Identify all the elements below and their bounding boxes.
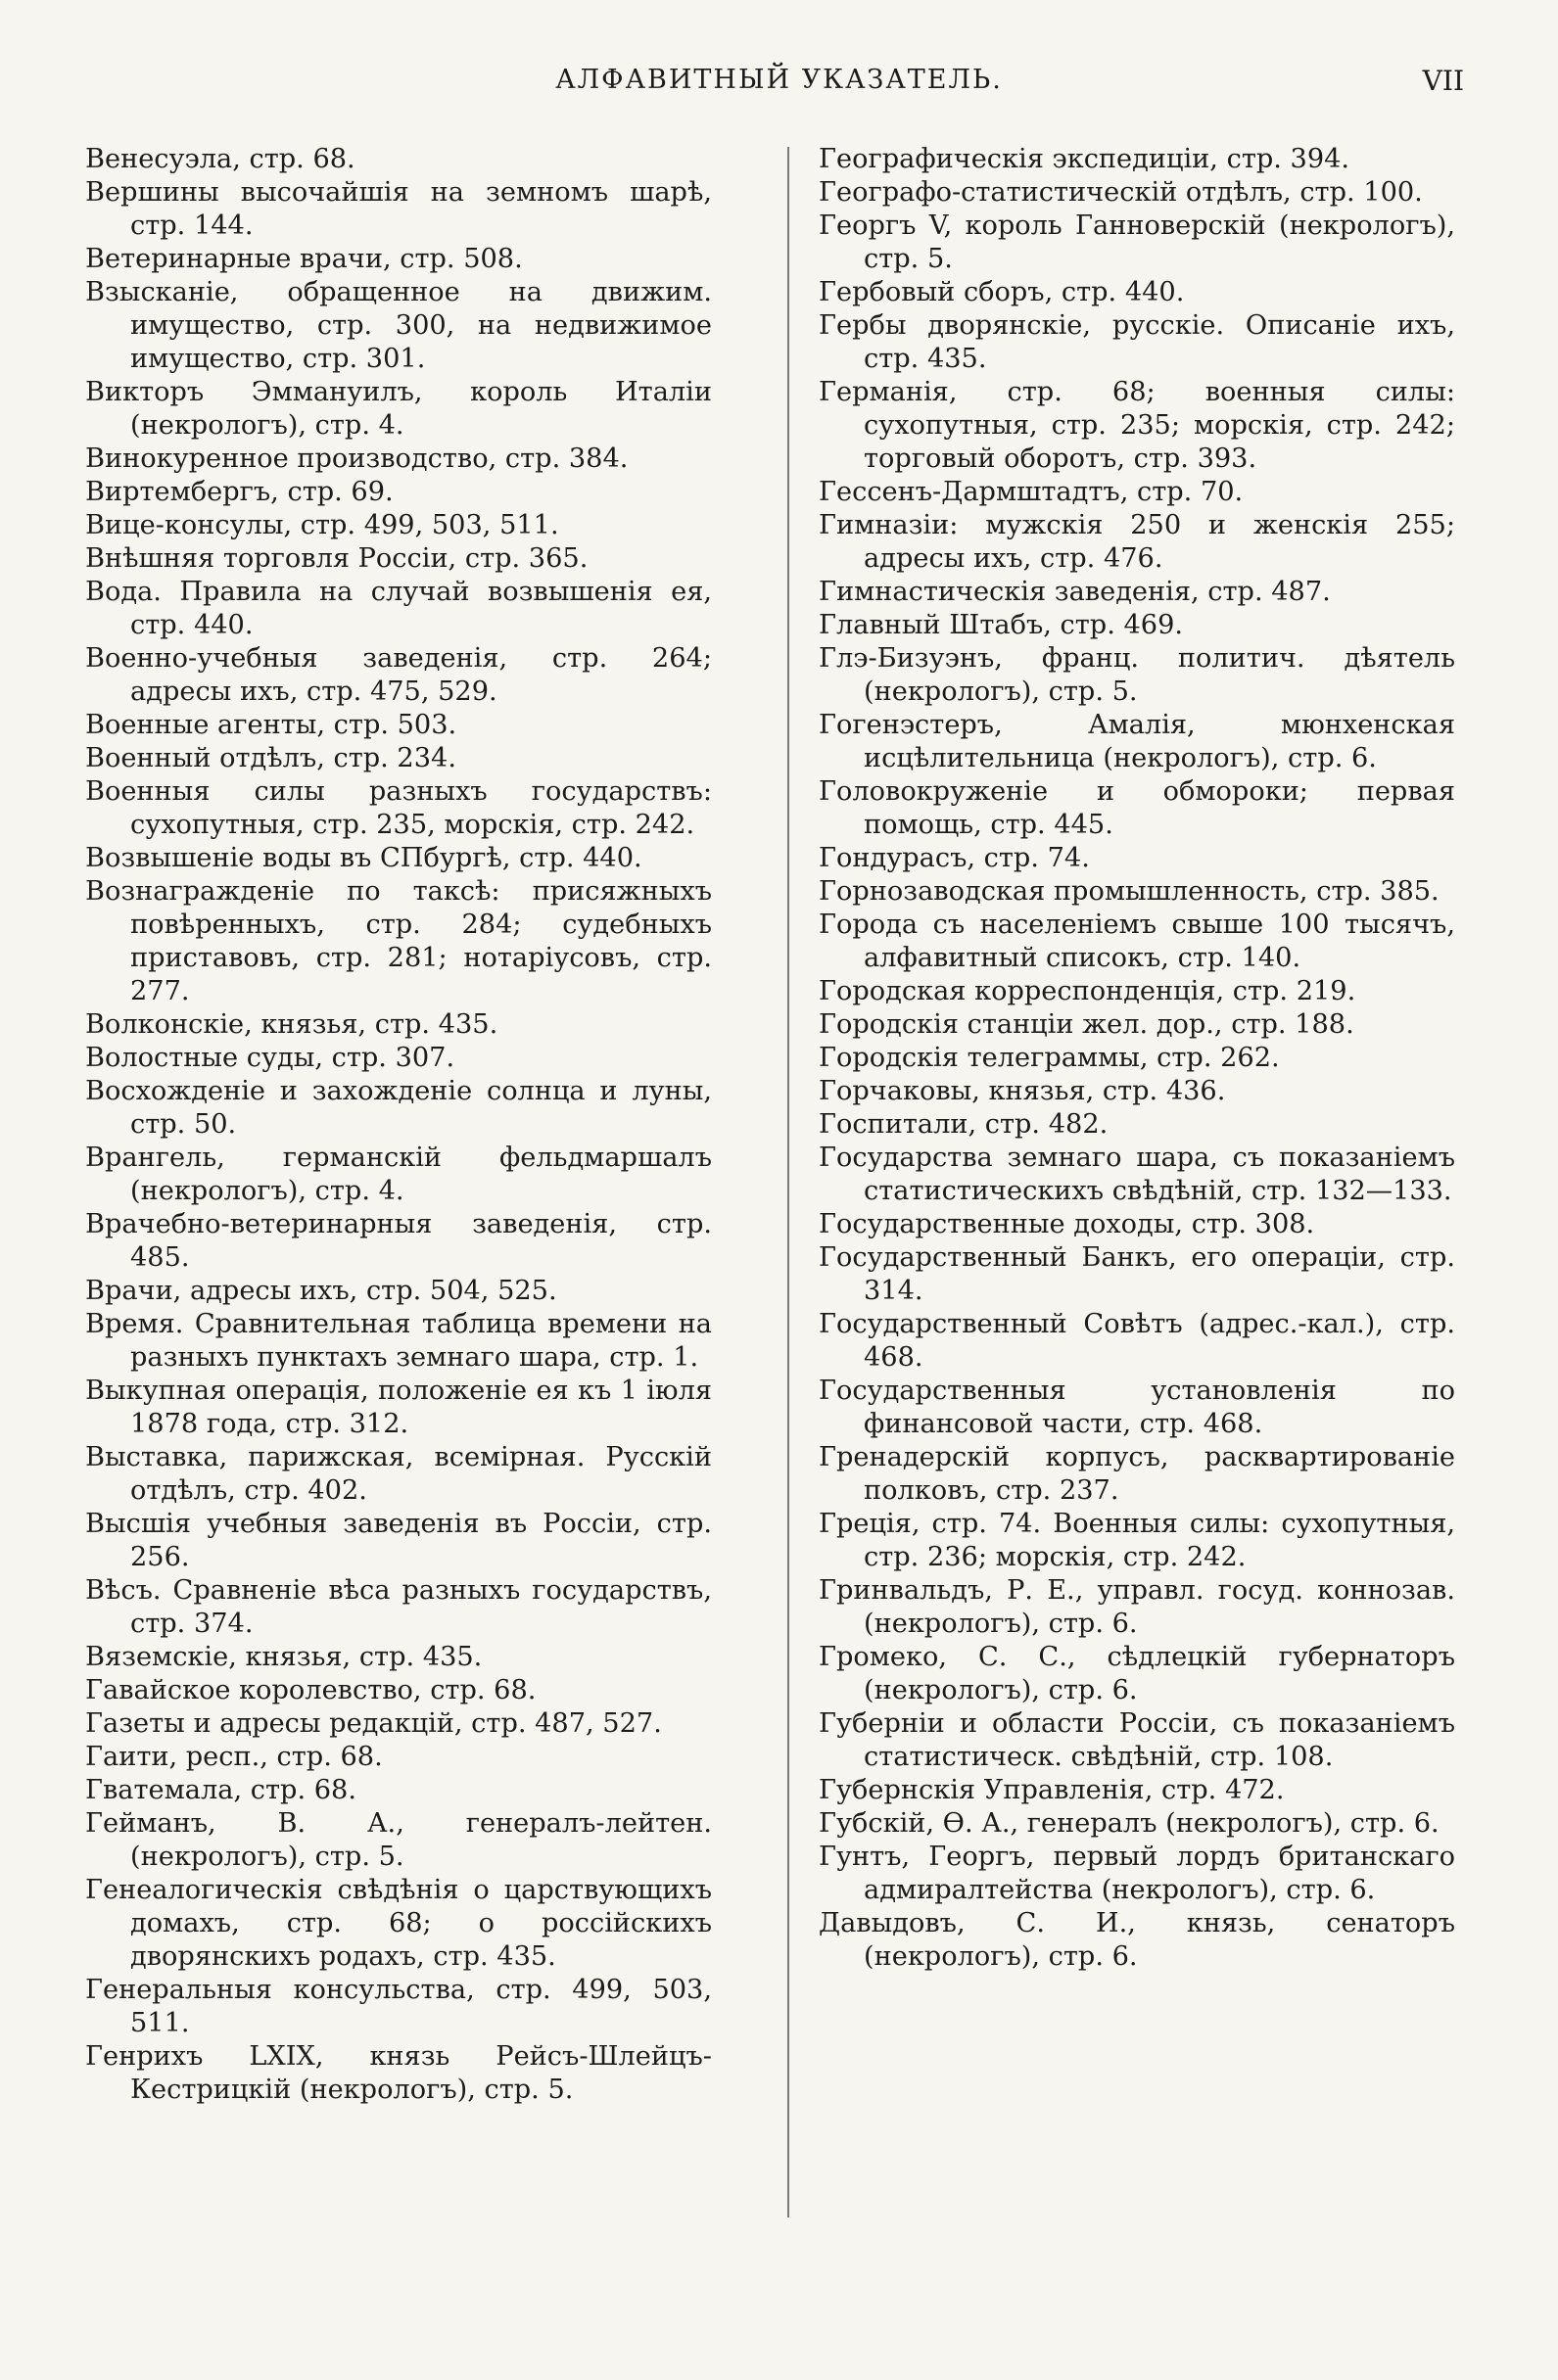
right-column [819, 143, 1455, 1974]
index-entry: Выставка, парижская, всемірная. Русскій отдѣлъ, стр. 402. [85, 1442, 712, 1506]
index-entry: Волконскіе, князья, стр. 435. [85, 1009, 498, 1040]
index-entry: Гогенэстеръ, Амалія, мюнхенская исцѣлительница (некрологъ), стр. 6. [819, 710, 1455, 773]
index-entry: Главный Штабъ, стр. 469. [819, 610, 1184, 640]
index-entry: Гессенъ-Дармштадтъ, стр. 70. [819, 477, 1244, 507]
index-entry: Генеральныя консульства, стр. 499, 503, 511. [85, 1975, 712, 2038]
left-column [85, 143, 712, 2107]
index-entry: Гавайское королевство, стр. 68. [85, 1675, 537, 1705]
index-entry: Возвышеніе воды въ СПбургѣ, стр. 440. [85, 843, 642, 873]
index-entry: Глэ-Бизуэнъ, франц. политич. дѣятель (некрологъ), стр. 5. [819, 643, 1455, 707]
index-entry: Вознагражденіе по таксѣ: присяжныхъ повѣренныхъ, стр. 284; судебныхъ приставовъ, стр. 281; нотаріусовъ, стр. 277. [85, 876, 712, 1006]
index-entry: Вяземскіе, князья, стр. 435. [85, 1642, 483, 1672]
index-entry: Городская корреспонденція, стр. 219. [819, 976, 1356, 1006]
index-entry: Врангель, германскій фельдмаршалъ (некрологъ), стр. 4. [85, 1143, 712, 1206]
index-entry: Горчаковы, князья, стр. 436. [819, 1076, 1226, 1106]
index-entry: Громеко, С. С., сѣдлецкій губернаторъ (некрологъ), стр. 6. [819, 1642, 1455, 1705]
page-header [0, 65, 1558, 104]
index-entry: Губерніи и области Россіи, съ показаніемъ статистическ. свѣдѣній, стр. 108. [819, 1708, 1455, 1772]
index-entry: Государственныя установленія по финансовой части, стр. 468. [819, 1376, 1455, 1439]
index-entry: Время. Сравнительная таблица времени на разныхъ пунктахъ земнаго шара, стр. 1. [85, 1309, 712, 1373]
index-entry: Гренадерскій корпусъ, расквартированіе полковъ, стр. 237. [819, 1442, 1455, 1506]
index-entry: Врачебно-ветеринарныя заведенія, стр. 485. [85, 1209, 712, 1273]
column-divider [787, 147, 789, 2217]
index-entry: Греція, стр. 74. Военныя силы: сухопутныя, стр. 236; морскія, стр. 242. [819, 1509, 1455, 1572]
index-entry: Городскія телеграммы, стр. 262. [819, 1043, 1280, 1073]
index-entry: Географическія экспедиціи, стр. 394. [819, 144, 1350, 174]
index-entry: Города съ населеніемъ свыше 100 тысячъ, алфавитный списокъ, стр. 140. [819, 910, 1455, 973]
index-entry: Генеалогическія свѣдѣнія о царствующихъ домахъ, стр. 68; о россійскихъ дворянскихъ родахъ, стр. 435. [85, 1875, 712, 1972]
index-entry: Военно-учебныя заведенія, стр. 264; адресы ихъ, стр. 475, 529. [85, 643, 712, 707]
index-entry: Городскія станціи жел. дор., стр. 188. [819, 1009, 1354, 1040]
index-entry: Госпитали, стр. 482. [819, 1109, 1109, 1140]
index-entry: Восхожденіе и захожденіе солнца и луны, стр. 50. [85, 1076, 712, 1140]
index-entry: Гринвальдъ, Р. Е., управл. госуд. коннозав. (некрологъ), стр. 6. [819, 1575, 1455, 1639]
index-entry: Военныя силы разныхъ государствъ: сухопутныя, стр. 235, морскія, стр. 242. [85, 776, 712, 840]
index-entry: Гунтъ, Георгъ, первый лордъ британскаго адмиралтейства (некрологъ), стр. 6. [819, 1842, 1455, 1905]
index-entry: Гербы дворянскіе, русскіе. Описаніе ихъ, стр. 435. [819, 310, 1455, 374]
index-entry: Газеты и адресы редакцій, стр. 487, 527. [85, 1708, 662, 1739]
index-entry: Гондурасъ, стр. 74. [819, 843, 1090, 873]
index-entry: Государственный Банкъ, его операціи, стр. 314. [819, 1242, 1455, 1306]
index-entry: Викторъ Эммануилъ, король Италіи (некрологъ), стр. 4. [85, 377, 712, 441]
index-entry: Географо-статистическій отдѣлъ, стр. 100. [819, 177, 1423, 208]
index-entry: Гимназіи: мужскія 250 и женскія 255; адресы ихъ, стр. 476. [819, 510, 1455, 574]
index-entry: Георгъ V, король Ганноверскій (некрологъ), стр. 5. [819, 210, 1455, 274]
index-entry: Гейманъ, В. А., генералъ-лейтен. (некрологъ), стр. 5. [85, 1808, 712, 1872]
index-entry: Горнозаводская промышленность, стр. 385. [819, 876, 1440, 907]
index-entry: Государственный Совѣтъ (адрес.-кал.), стр. 468. [819, 1309, 1455, 1373]
index-entry: Военные агенты, стр. 503. [85, 710, 457, 740]
index-entry: Внѣшняя торговля Россіи, стр. 365. [85, 543, 589, 574]
index-entry: Давыдовъ, С. И., князь, сенаторъ (некрологъ), стр. 6. [819, 1908, 1455, 1972]
index-entry: Винокуренное производство, стр. 384. [85, 443, 629, 474]
index-entry: Виртембергъ, стр. 69. [85, 477, 394, 507]
index-entry: Врачи, адресы ихъ, стр. 504, 525. [85, 1276, 557, 1306]
index-entry: Военный отдѣлъ, стр. 234. [85, 743, 456, 773]
index-entry: Выкупная операція, положеніе ея къ 1 іюля 1878 года, стр. 312. [85, 1376, 712, 1439]
running-title: АЛФАВИТНЫЙ УКАЗАТЕЛЬ. [555, 65, 1003, 95]
index-entry: Государства земнаго шара, съ показаніемъ статистическихъ свѣдѣній, стр. 132—133. [819, 1143, 1455, 1206]
index-entry: Вершины высочайшія на земномъ шарѣ, стр. 144. [85, 177, 712, 241]
index-entry: Губскій, Ѳ. А., генералъ (некрологъ), стр. 6. [819, 1808, 1440, 1839]
index-entry: Гаити, респ., стр. 68. [85, 1742, 383, 1772]
index-entry: Вѣсъ. Сравненіе вѣса разныхъ государствъ, стр. 374. [85, 1575, 712, 1639]
index-entry: Вода. Правила на случай возвышенія ея, стр. 440. [85, 577, 712, 640]
index-entry: Волостные суды, стр. 307. [85, 1043, 455, 1073]
index-entry: Венесуэла, стр. 68. [85, 144, 355, 174]
index-entry: Вице-консулы, стр. 499, 503, 511. [85, 510, 559, 540]
index-entry: Высшія учебныя заведенія въ Россіи, стр. 256. [85, 1509, 712, 1572]
index-entry: Взысканіе, обращенное на движим. имущество, стр. 300, на недвижимое имущество, стр. 301. [85, 277, 712, 374]
index-entry: Ветеринарные врачи, стр. 508. [85, 244, 523, 274]
index-entry: Головокруженіе и обмороки; первая помощь, стр. 445. [819, 776, 1455, 840]
index-entry: Гербовый сборъ, стр. 440. [819, 277, 1185, 307]
index-entry: Государственные доходы, стр. 308. [819, 1209, 1315, 1239]
index-entry: Германія, стр. 68; военныя силы: сухопутныя, стр. 235; морскія, стр. 242; торговый оборотъ, стр. 393. [819, 377, 1455, 474]
index-entry: Гватемала, стр. 68. [85, 1775, 356, 1805]
index-entry: Губернскія Управленія, стр. 472. [819, 1775, 1285, 1805]
index-entry: Генрихъ LXIX, князь Рейсъ-Шлейцъ-Кестрицкій (некрологъ), стр. 5. [85, 2041, 712, 2105]
index-entry: Гимнастическія заведенія, стр. 487. [819, 577, 1331, 607]
page-number: VII [1422, 65, 1464, 97]
